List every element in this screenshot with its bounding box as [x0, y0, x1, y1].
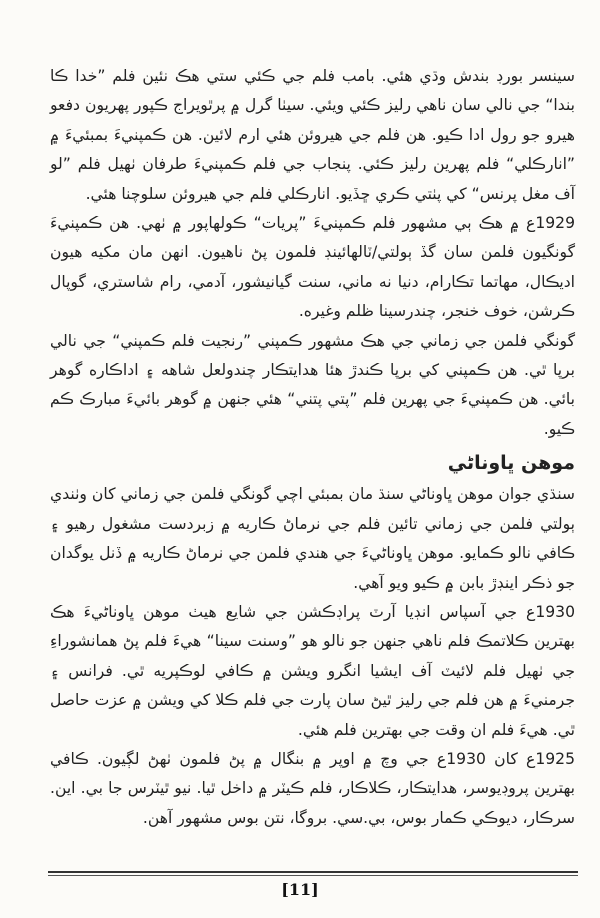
- paragraph: گونگي فلمن جي زماني جي هڪ مشهور ڪمپني ”رنجيت فلم ڪمپني“ جي نالي برپا ٿي. هن ڪمپني کي برپا ڪندڙ هئا هدايتڪار چندولعل شاهه ۽ اداڪاره گوهر بائي. هن ڪمپنيءَ جي پهرين فلم ”پتي پتني“ هئي جنهن ۾ گوهر بائيءَ مبارڪ ڪم ڪيو.: [50, 331, 575, 438]
- footer-rule-thin: [48, 875, 578, 876]
- paragraph: 1929ع ۾ هڪ ٻي مشهور فلم ڪمپنيءَ ”پريات“ ڪولهاپور ۾ ٺهي. هن ڪمپنيءَ گونگيون فلمن سان گڏ ٻولتي/ٽالهائينڊ فلمون پڻ ناهيون. انهن مان مکيه هيون اديڪال، مهاتما تڪارام، دنيا نه ماني، سنت گيانيشور، آدمي، رام شاستري، گوپال ڪرشن، خوف خنجر، چندرسينا ظلم وغيره.: [50, 214, 575, 321]
- section-heading: موهن ڀاوناڻي: [447, 452, 575, 475]
- paragraph: 1925ع کان 1930ع جي وچ ۾ اوپر ۾ بنگال ۾ پڻ فلمون ٺهڻ لڳيون. ڪافي بهترين پروڊيوسر، هدايتڪار، ڪلاڪار، فلم ڪيٽر ۾ داخل ٿيا. نيو ٿيٽرس جا بي. اين. سرڪار، ديوڪي ڪمار بوس، بي.سي. بروگا، نتن بوس مشهور آهن.: [50, 749, 575, 827]
- footer-rule: [48, 871, 578, 873]
- page-number: [11]: [281, 880, 319, 899]
- paragraph: سينسر بورڊ بندش وڌي هئي. بامب فلم جي ڪئي ستي هڪ نئين فلم ”خدا ڪا بندا“ جي نالي سان ناهي رليز ڪئي ويئي. سيٺا گرل ۾ پرٿويراج ڪپور پهريون دفعو هيرو جو رول ادا ڪيو. هن فلم جي هيروئن هئي ارم لائين. هن ڪمپنيءَ بمبئيءَ ۾ ”انارڪلي“ فلم پهرين رليز ڪئي. پنجاب جي فلم ڪمپنيءَ طرفان ٺهيل فلم ”لو آف مغل پرنس“ کي پٺتي ڪري ڇڏيو. انارڪلي فلم جي هيروئن سلوچنا هئي.: [50, 67, 575, 203]
- paragraph: سنڌي جوان موهن ڀاوناڻي سنڌ مان بمبئي اچي گونگي فلمن جي زماني کان وٺندي ٻولتي فلمن جي زماني تائين فلم جي نرماڻ ڪاريه ۾ زبردست مشغول رهيو ۽ ڪافي نالو ڪمايو. موهن ڀاوناڻيءَ جي هندي فلمن جي نرماڻ ڪاريه ۾ ڏنل يوگدان جو ذڪر اينڊڙ بابن ۾ ڪيو ويو آهي.: [49, 485, 575, 592]
- paragraph: 1930ع جي آسپاس انڊيا آرٽ پراڊڪشن جي شايع هيٺ موهن ڀاوناڻيءَ هڪ بهترين ڪلاتمڪ فلم ناهي جنهن جو نالو هو ”وسنت سينا“ هيءَ فلم پڻ همانشوراءِ جي ٺهيل فلم لائيٽ آف ايشيا انگرو ويشن ۾ ڪافي لوڪپريه ٿي. فرانس ۽ جرمنيءَ ۾ هن فلم جي رليز ٿيڻ سان پارت جي فلم ڪلا کي ويشن ۾ عزت حاصل ٿي. هيءَ فلم ان وقت جي بهترين فلم هئي.: [50, 602, 575, 739]
- body-text: [50, 62, 575, 833]
